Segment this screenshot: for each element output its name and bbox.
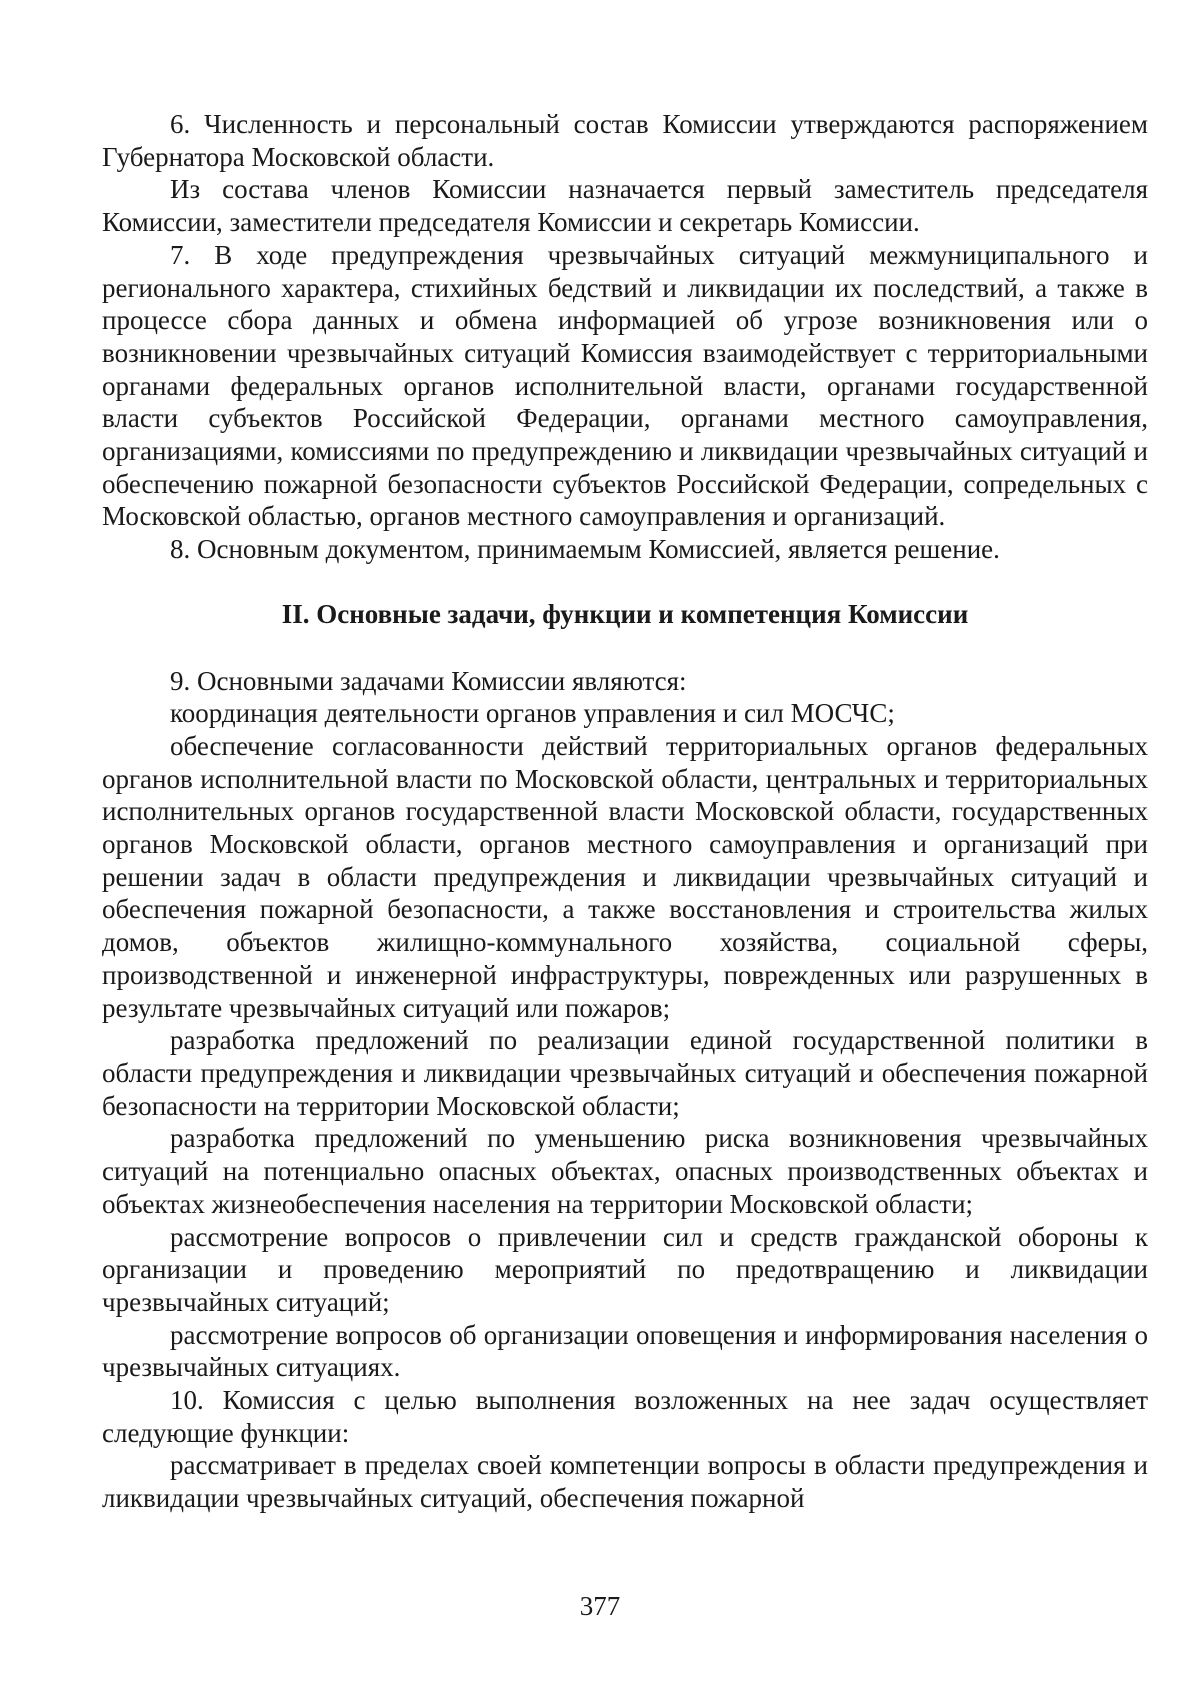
page-number: 377	[579, 1591, 621, 1621]
task-risk-reduction: разработка предложений по уменьшению риска возникновения чрезвычайных ситуаций на потенциально опасных объектах, опасных производственных объектах и объектах жизнеобеспечения населения на территории Московской области;	[102, 1123, 1148, 1219]
document-body	[102, 108, 1148, 1515]
paragraph-6-composition: 6. Численность и персональный состав Комиссии утверждаются распоряжением Губернатора Московской области.	[102, 109, 1148, 172]
task-population-warning: рассмотрение вопросов об организации оповещения и информирования населения о чрезвычайных ситуациях.	[102, 1319, 1148, 1383]
paragraph-deputies: Из состава членов Комиссии назначается первый заместитель председателя Комиссии, заместители председателя Комиссии и секретарь Комиссии.	[102, 174, 1148, 238]
paragraph-7-interaction: 7. В ходе предупреждения чрезвычайных ситуаций межмуниципального и регионального характера, стихийных бедствий и ликвидации их последствий, а также в процессе сбора данных и обмена информацией об угрозе возникновения или о возникновении чрезвычайных ситуаций Комиссия взаимодействует с территориальными органами федеральных органов исполнительной власти, органами государственной власти субъектов Российской Федерации, органами местного самоуправления, организациями, комиссиями по предупреждению и ликвидации чрезвычайных ситуаций и обеспечению пожарной безопасности субъектов Российской Федерации, сопредельных с Московской областью, органов местного самоуправления и организаций.	[102, 239, 1148, 532]
task-coordination: координация деятельности органов управления и сил МОСЧС;	[170, 698, 895, 729]
paragraph-8-main-document: 8. Основным документом, принимаемым Комиссией, является решение.	[170, 534, 1000, 565]
paragraph-9-tasks: 9. Основными задачами Комиссии являются:	[170, 665, 687, 696]
function-considers-issues: рассматривает в пределах своей компетенции вопросы в области предупреждения и ликвидации чрезвычайных ситуаций, обеспечения пожарной	[102, 1450, 1148, 1514]
section-heading: II. Основные задачи, функции и компетенция Комиссии	[281, 598, 969, 629]
task-civil-defense: рассмотрение вопросов о привлечении сил и средств гражданской обороны к организации и проведению мероприятий по предотвращению и ликвидации чрезвычайных ситуаций;	[102, 1221, 1148, 1317]
task-policy-proposals: разработка предложений по реализации единой государственной политики в области предупреждения и ликвидации чрезвычайных ситуаций и обеспечения пожарной безопасности на территории Московской области;	[102, 1025, 1148, 1121]
paragraph-10-functions: 10. Комиссия с целью выполнения возложенных на нее задач осуществляет следующие функции:	[102, 1385, 1148, 1448]
task-consistency: обеспечение согласованности действий территориальных органов федеральных органов исполнительной власти по Московской области, центральных и территориальных исполнительных органов государственной власти Московской области, государственных органов Московской области, органов местного самоуправления и организаций при решении задач в области предупреждения и ликвидации чрезвычайных ситуаций и обеспечения пожарной безопасности, а также восстановления и строительства жилых домов, объектов жилищно-коммунального хозяйства, социальной сферы, производственной и инженерной инфраструктуры, поврежденных или разрушенных в результате чрезвычайных ситуаций или пожаров;	[102, 730, 1148, 1023]
